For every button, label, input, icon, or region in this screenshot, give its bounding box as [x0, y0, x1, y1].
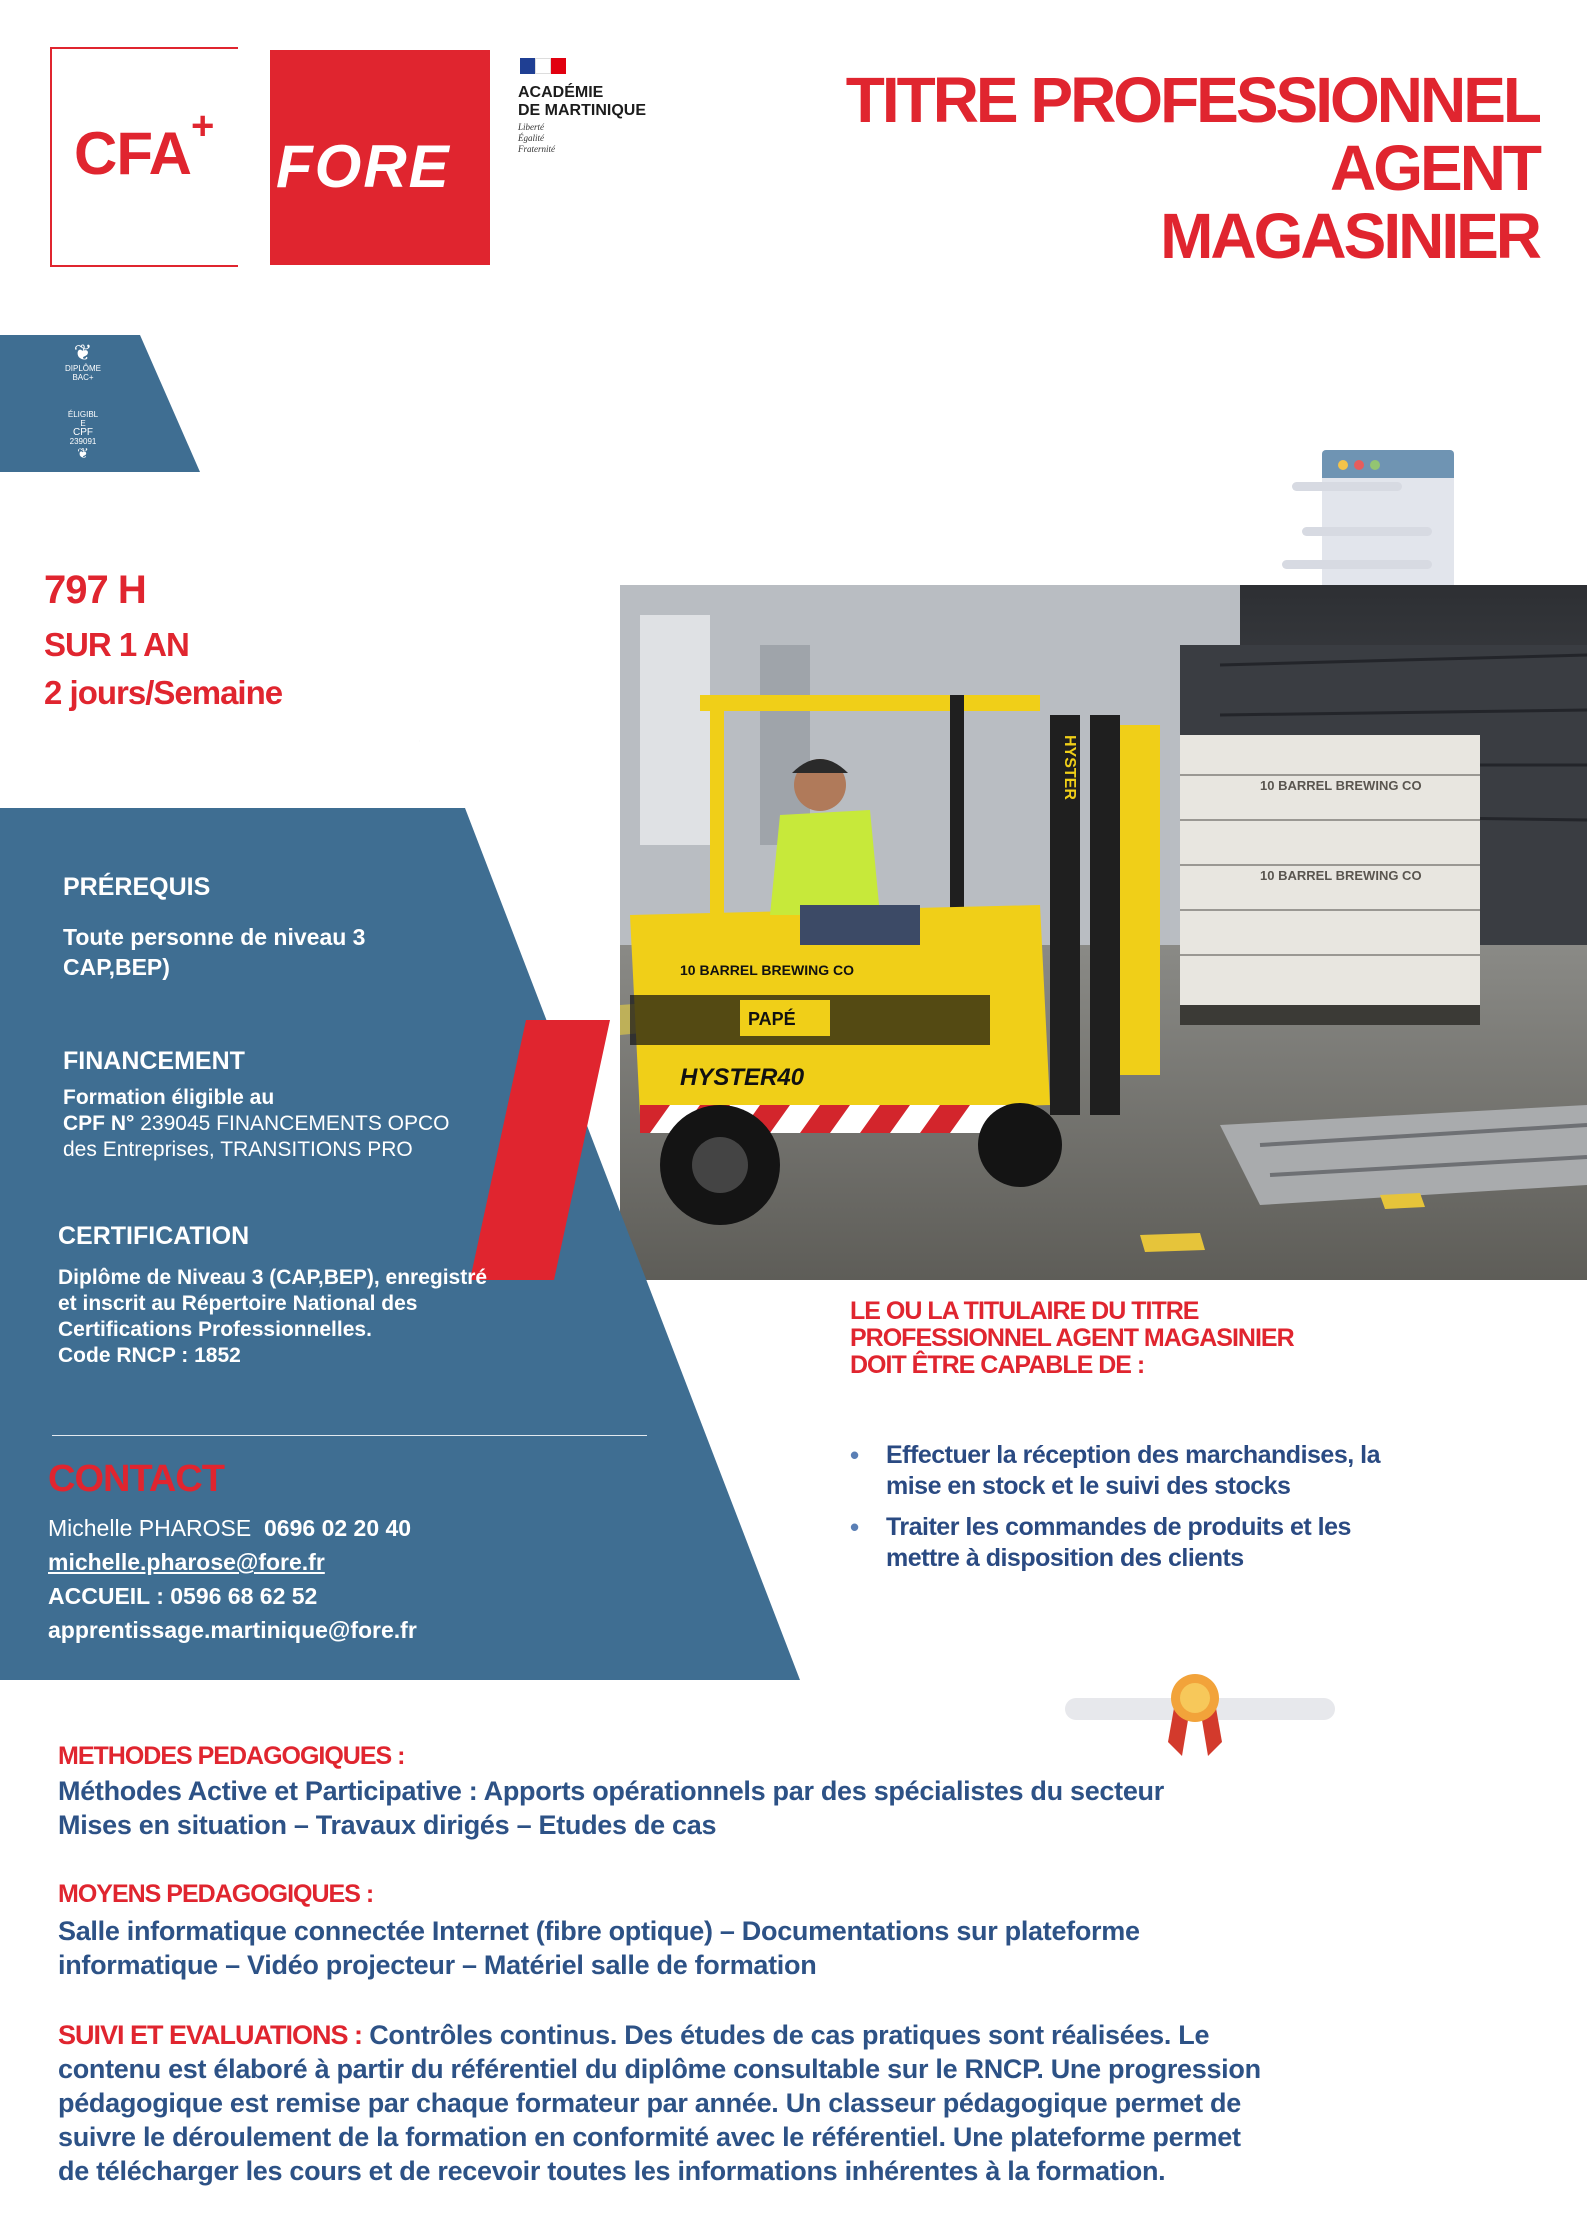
contact-details [48, 1511, 417, 1647]
french-flag-icon [520, 58, 566, 74]
speed-line [1282, 560, 1432, 569]
duration-hours: 797 H [44, 568, 146, 612]
award-ribbon-icon [1160, 1668, 1230, 1758]
apprentissage-email-link[interactable]: apprentissage.martinique@fore.fr [48, 1617, 417, 1643]
speed-line [1292, 482, 1402, 491]
moyens-heading: MOYENS PEDAGOGIQUES : [58, 1880, 374, 1908]
republic-motto: Liberté Égalité Fraternité [518, 122, 555, 154]
contact-heading: CONTACT [48, 1458, 224, 1500]
academie-line2: DE MARTINIQUE [518, 102, 646, 119]
list-item: • Traiter les commandes de produits et les mettre à disposition des clients [850, 1512, 1490, 1574]
certification-heading: CERTIFICATION [58, 1222, 250, 1250]
window-dot-icon [1338, 460, 1348, 470]
laurel-icon: ❦ [77, 445, 89, 461]
prerequis-text: Toute personne de niveau 3 CAP,BEP) [63, 924, 366, 980]
methodes-heading: METHODES PEDAGOGIQUES : [58, 1742, 405, 1770]
skills-list [850, 1440, 1490, 1584]
pape-decal: PAPÉ [748, 1009, 796, 1029]
suivi-heading: SUIVI ET EVALUATIONS : [58, 2020, 363, 2050]
forklift-illustration [620, 585, 1587, 1280]
window-dot-icon [1370, 460, 1380, 470]
page-title: TITRE PROFESSIONNEL AGENT MAGASINIER [845, 64, 1539, 272]
laurel-icon: ❦ [73, 340, 93, 365]
certification-text: Diplôme de Niveau 3 (CAP,BEP), enregistré et inscrit au Répertoire National des Certifications Professionnelles. Code RNCP : 1852 [58, 1266, 488, 1367]
model-decal: HYSTER40 [680, 1064, 805, 1091]
moyens-text: Salle informatique connectée Internet (fibre optique) – Documentations sur plateforme informatique – Vidéo projecteur – Matériel salle de formation [58, 1916, 1140, 1980]
section-divider [52, 1435, 647, 1436]
duration-period: SUR 1 AN [44, 626, 189, 663]
contact-email-link[interactable]: michelle.pharose@fore.fr [48, 1549, 325, 1575]
cfa-logo-text: CFA+ [74, 104, 214, 187]
forklift-warehouse-photo [620, 585, 1587, 1280]
contact-name: Michelle PHAROSE [48, 1515, 252, 1541]
prerequis-heading: PRÉREQUIS [63, 873, 211, 901]
fore-logo-text: FORE [276, 133, 451, 200]
financement-text: Formation éligible au CPF N° 239045 FINANCEMENTS OPCO des Entreprises, TRANSITIONS PRO [63, 1086, 450, 1161]
pallet-label: 10 BARREL BREWING CO [1260, 868, 1422, 883]
accueil-phone[interactable]: ACCUEIL : 0596 68 62 52 [48, 1583, 318, 1609]
pallet-label: 10 BARREL BREWING CO [1260, 778, 1422, 793]
suivi-section: SUIVI ET EVALUATIONS : Contrôles continus. Des études de cas pratiques sont réalisées. Le contenu est élaboré à partir du référentiel du diplôme consultable sur le RNCP. Une progression pédagogique est remise par chaque formateur par année. Un classeur pédagogique permet de suivre le déroulement de la formation en conformité avec le référentiel. Une plateforme permet de télécharger les cours et de recevoir toutes les informations inhérentes à la formation. [58, 2020, 1261, 2186]
diplome-badge: ❦ DIPLÔME BAC+ [48, 342, 118, 398]
duration-rhythm: 2 jours/Semaine [44, 674, 283, 711]
contact-phone[interactable]: 0696 02 20 40 [264, 1515, 412, 1541]
speed-line [1302, 527, 1432, 536]
window-dot-icon [1354, 460, 1364, 470]
mast-brand-label: HYSTER [1061, 735, 1078, 800]
capable-heading: LE OU LA TITULAIRE DU TITRE PROFESSIONNEL AGENT MAGASINIER DOIT ÊTRE CAPABLE DE : [850, 1297, 1294, 1379]
methodes-text: Méthodes Active et Participative : Apports opérationnels par des spécialistes du secteur Mises en situation – Travaux dirigés – Etudes de cas [58, 1776, 1164, 1840]
financement-heading: FINANCEMENT [63, 1047, 245, 1075]
list-item: • Effectuer la réception des marchandises, la mise en stock et le suivi des stocks [850, 1440, 1490, 1502]
forklift-decal: 10 BARREL BREWING CO [680, 962, 854, 978]
academie-line1: ACADÉMIE [518, 84, 604, 101]
cpf-badge: ÉLIGIBL E CPF 239091 ❦ [48, 410, 118, 466]
